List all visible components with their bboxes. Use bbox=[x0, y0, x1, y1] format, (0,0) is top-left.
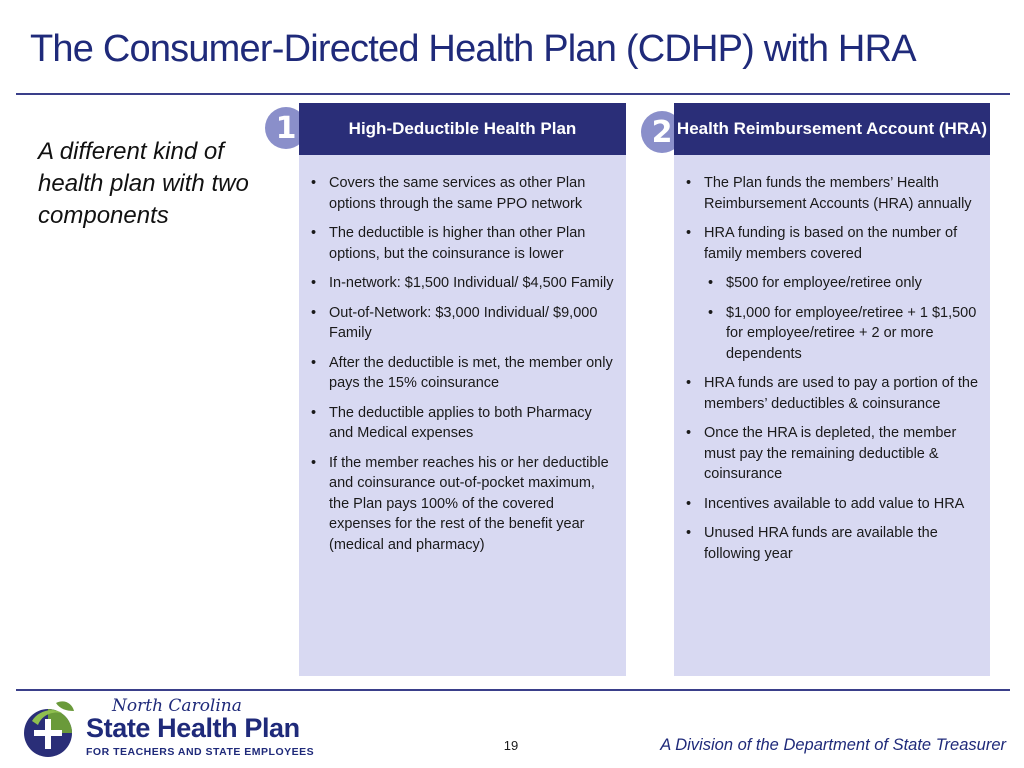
list-item: • HRA funds are used to pay a portion of the members’ deductibles & coinsurance bbox=[704, 373, 980, 414]
division-text: A Division of the Department of State Treasurer bbox=[660, 736, 1006, 754]
logo-sub-text: FOR TEACHERS AND STATE EMPLOYEES bbox=[86, 746, 315, 758]
sub-list-item: • $500 for employee/retiree only bbox=[726, 273, 980, 294]
sub-list-item: • $1,000 for employee/retiree + 1 $1,500 for employee/retiree + 2 or more dependents bbox=[726, 303, 980, 365]
slide-tagline: A different kind of health plan with two components bbox=[38, 138, 249, 229]
hdhp-panel bbox=[299, 103, 626, 676]
list-item: • Covers the same services as other Plan options through the same PPO network bbox=[329, 173, 616, 214]
page-number: 19 bbox=[503, 738, 519, 753]
slide-title: The Consumer-Directed Health Plan (CDHP) with HRA bbox=[30, 28, 916, 70]
list-item: • If the member reaches his or her deductible and coinsurance out-of-pocket maximum, the Plan pays 100% of the covered expenses for the rest of the benefit year (medical and pharmacy) bbox=[329, 453, 616, 556]
list-item: • In-network: $1,500 Individual/ $4,500 Family bbox=[329, 273, 616, 294]
logo-script-text: North Carolina bbox=[112, 696, 242, 716]
list-item: • After the deductible is met, the member only pays the 15% coinsurance bbox=[329, 353, 616, 394]
logo-main-text: State Health Plan bbox=[86, 713, 300, 743]
list-item: • HRA funding is based on the number of family members covered bbox=[704, 223, 980, 264]
list-item: • The deductible is higher than other Plan options, but the coinsurance is lower bbox=[329, 223, 616, 264]
list-item: • Incentives available to add value to HRA bbox=[704, 494, 980, 515]
list-item: • Unused HRA funds are available the following year bbox=[704, 523, 980, 564]
hdhp-panel-header: High-Deductible Health Plan bbox=[299, 103, 626, 155]
list-item: • The Plan funds the members’ Health Reimbursement Accounts (HRA) annually bbox=[704, 173, 980, 214]
bottom-divider bbox=[16, 689, 1010, 691]
list-item: • The deductible applies to both Pharmacy and Medical expenses bbox=[329, 403, 616, 444]
number-one-icon: 1 bbox=[265, 107, 307, 149]
state-health-plan-logo bbox=[18, 696, 315, 761]
logo-globe-icon bbox=[18, 697, 82, 761]
hdhp-list bbox=[299, 155, 626, 564]
hra-list bbox=[674, 155, 990, 573]
hra-panel-header: Health Reimbursement Account (HRA) bbox=[674, 103, 990, 155]
hra-panel bbox=[674, 103, 990, 676]
top-divider bbox=[16, 93, 1010, 95]
list-item: • Out-of-Network: $3,000 Individual/ $9,000 Family bbox=[329, 303, 616, 344]
number-two-icon: 2 bbox=[641, 111, 683, 153]
list-item: • Once the HRA is depleted, the member must pay the remaining deductible & coinsurance bbox=[704, 423, 980, 485]
